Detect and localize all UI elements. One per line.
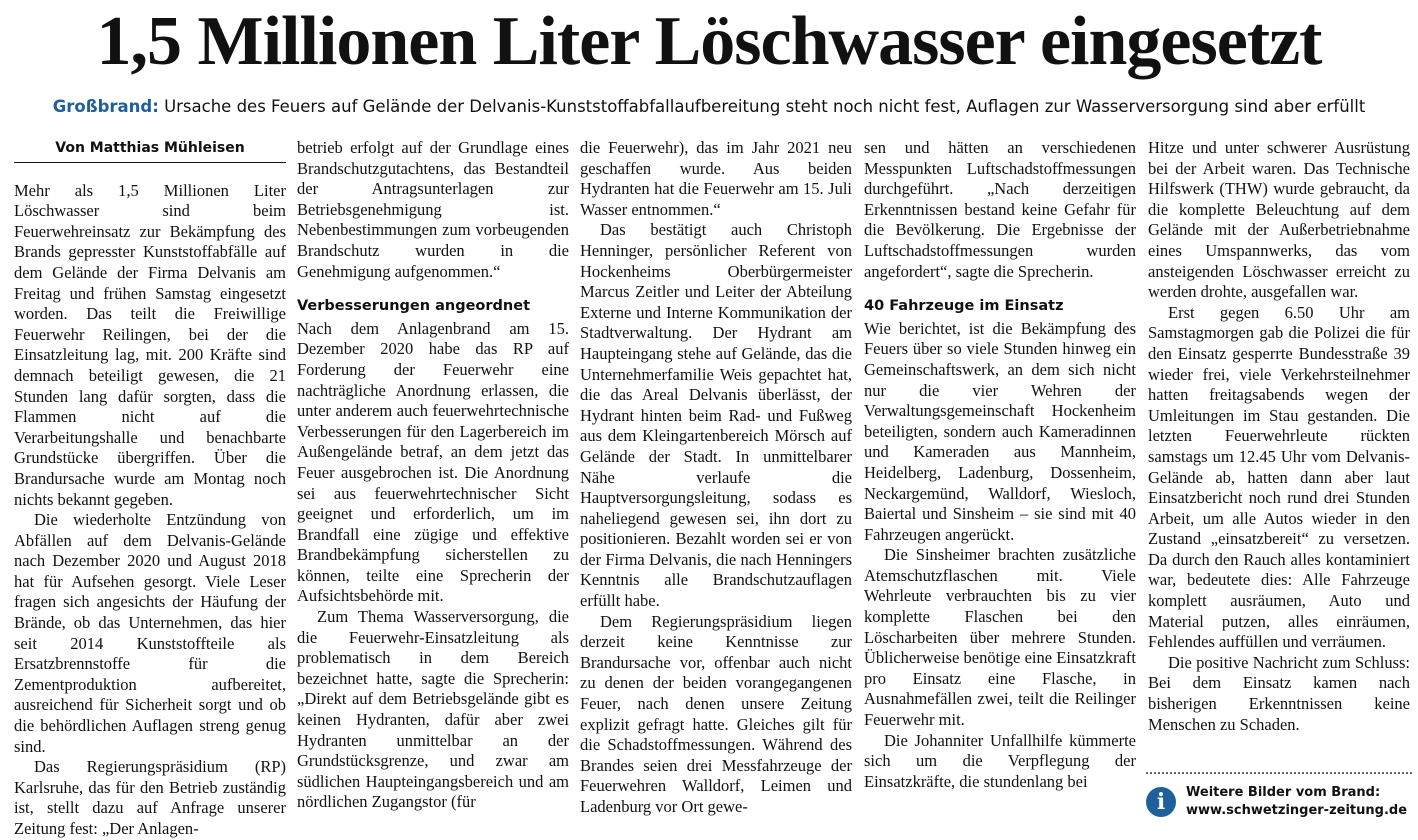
- paragraph: Das bestätigt auch Christoph Henninger, persönlicher Referent von Hockenheims Oberbürgermeister Marcus Zeitler und Leiter der Abteilung Externe und Interne Kommunikation der Stadtverwaltung. Der Hydrant am Haupteingang stehe auf Gelände, das die Unternehmerfamilie Weis gepachtet hat, die das Areal Delvanis überlässt, der Hydrant hinten beim Rad- und Fußweg aus dem Kleingartenbereich Mörsch auf Gelände der Stadt. In unmittelbarer Nähe verlaufe die Hauptversorgungsleitung, sodass es naheliegend gewesen sei, ihn dort zu positionieren. Bezahlt worden sei er von der Firma Delvanis, die nach Henningers Kenntnis alle Brandschutzauflagen erfüllt habe.: [580, 220, 852, 611]
- article-column-5: [1148, 138, 1410, 735]
- info-icon: i: [1146, 787, 1176, 817]
- article-column-4: [864, 138, 1136, 792]
- paragraph: betrieb erfolgt auf der Grundlage eines Brandschutzgutachtens, das Bestandteil der Antragsunterlagen zur Betriebsgenehmigung ist. Nebenbestimmungen zum vorbeugenden Brandschutz wurden in die Genehmigung aufgenommen.“: [297, 138, 569, 281]
- paragraph: Wie berichtet, ist die Bekämpfung des Feuers über so viele Stunden hinweg ein Gemeinschaftswerk, an dem sich nicht nur die vier Wehren der Verwaltungsgemeinschaft Hockenheim beteiligten, sondern auch Kameradinnen und Kameraden aus Mannheim, Heidelberg, Ladenburg, Dossenheim, Neckargemünd, Walldorf, Wiesloch, Baiertal und Sinsheim – sie sind mit 40 Fahrzeugen angerückt.: [864, 318, 1136, 544]
- paragraph: Erst gegen 6.50 Uhr am Samstagmorgen gab die Polizei die für den Einsatz gesperrte Bundesstraße 39 wieder frei, viele Verkehrsteilnehmer hatten freitagsabends wegen der Umleitungen im Stau gestanden. Die letzten Feuerwehrleute rückten samstags um 12.45 Uhr vom Delvanis-Gelände ab, hatten dann aber laut Einsatzbericht noch rund drei Stunden Arbeit, um alle Autos wieder in den Zustand „einsatzbereit“ zu versetzen. Da durch den Rauch alles kontaminiert war, bedeutete dies: Alle Fahrzeuge komplett ausräumen, Auto und Material putzen, alles einräumen, Fehlendes auffüllen und verräumen.: [1148, 302, 1410, 652]
- paragraph: Hitze und unter schwerer Ausrüstung bei der Arbeit waren. Das Technische Hilfswerk (THW) wurde gebraucht, da die komplette Beleuchtung auf dem Gelände mit der Außerbetriebnahme eines Umspannwerks, das vom ansteigenden Löschwasser erreicht zu werden drohte, ausgefallen war.: [1148, 138, 1410, 302]
- paragraph: Die wiederholte Entzündung von Abfällen auf dem Delvanis-Gelände nach Dezember 2020 und August 2018 hat für Aufsehen gesorgt. Viele Leser fragen sich angesichts der Häufung der Brände, ob das Unternehmen, das hier seit 2014 Kunststoffteile als Ersatzbrennstoffe für die Zementproduktion aufbereitet, ausreichend für Sicherheit sorgt und ob die behördlichen Auflagen streng genug sind.: [14, 510, 286, 756]
- paragraph: Die Johanniter Unfallhilfe kümmerte sich um die Verpflegung der Einsatzkräfte, die stundenlang bei: [864, 730, 1136, 791]
- paragraph: Zum Thema Wasserversorgung, die die Feuerwehr-Einsatzleitung als problematisch in dem Bereich bezeichnet hatte, sagte die Sprecherin: „Direkt auf dem Betriebsgelände gibt es keinen Hydranten, dafür aber zwei Hydranten unmittelbar an der Grundstücksgrenze, und zwar am südlichen Haupteingangsbereich und am nördlichen Zugangstor (für: [297, 607, 569, 812]
- info-text: [1186, 784, 1407, 820]
- info-line-1: Weitere Bilder vom Brand:: [1186, 785, 1381, 800]
- subheadline-kicker: Großbrand:: [52, 97, 159, 116]
- info-box: [1146, 772, 1412, 820]
- headline: 1,5 Millionen Liter Löschwasser eingesetzt: [96, 3, 1322, 80]
- paragraph: Die positive Nachricht zum Schluss: Bei dem Einsatz kamen nach bisherigen Erkenntnissen keine Menschen zu Schaden.: [1148, 652, 1410, 734]
- subheadline-text: Ursache des Feuers auf Gelände der Delvanis-Kunststoffabfallaufbereitung steht noch nicht fest, Auflagen zur Wasserversorgung sind aber erfüllt: [158, 97, 1366, 116]
- paragraph: Das Regierungspräsidium (RP) Karlsruhe, das für den Betrieb zuständig ist, stellt dazu auf Anfrage unserer Zeitung fest: „Der Anlagen-: [14, 757, 286, 838]
- subheading-verbesserungen: Verbesserungen angeordnet: [297, 298, 531, 315]
- byline: Von Matthias Mühleisen: [14, 138, 286, 163]
- subheading-fahrzeuge: 40 Fahrzeuge im Einsatz: [864, 298, 1064, 315]
- paragraph: die Feuerwehr), das im Jahr 2021 neu geschaffen wurde. Aus beiden Hydranten hat die Feuerwehr am 15. Juli Wasser entnommen.“: [580, 138, 852, 219]
- article-column-2: [297, 138, 569, 813]
- article-column-1: [14, 138, 286, 840]
- subheadline: [0, 96, 1418, 118]
- paragraph: Die Sinsheimer brachten zusätzliche Atemschutzflaschen mit. Viele Wehrleute verbrauchten bis zu vier komplette Flaschen bei den Löscharbeiten über mehrere Stunden. Üblicherweise benötige eine Einsatzkraft pro Einsatz eine Flasche, in Ausnahmefällen zwei, teilt die Reilinger Feuerwehr mit.: [864, 545, 1136, 730]
- paragraph: sen und hätten an verschiedenen Messpunkten Luftschadstoffmessungen durchgeführt. „Nach derzeitigen Erkenntnissen bestand keine Gefahr für die Bevölkerung. Die Ergebnisse der Luftschadstoffmessungen wurden angefordert“, sagte die Sprecherin.: [864, 138, 1136, 281]
- article-column-3: [580, 138, 852, 818]
- paragraph: Nach dem Anlagenbrand am 15. Dezember 2020 habe das RP auf Forderung der Feuerwehr eine nachträgliche Anordnung erlassen, die unter anderem auch feuerwehrtechnische Verbesserungen für den Lagerbereich im Außengelände betraf, an dem jetzt das Feuer ausgebrochen ist. Die Anordnung sei aus feuerwehrtechnischer Sicht geeignet und erforderlich, um im Brandfall eine zügige und effektive Brandbekämpfung sicherstellen zu können, teilte eine Sprecherin der Aufsichtsbehörde mit.: [297, 318, 569, 606]
- paragraph: Mehr als 1,5 Millionen Liter Löschwasser sind beim Feuerwehreinsatz zur Bekämpfung des Brands gepresster Kunststoffabfälle auf dem Gelände der Firma Delvanis am Freitag und frühen Samstag eingesetzt worden. Das teilt die Freiwillige Feuerwehr Reilingen, bei der die Einsatzleitung lag, mit. 200 Kräfte sind demnach beteiligt gewesen, die 21 Stunden lang dafür sorgten, dass die Flammen nicht auf die Verarbeitungshalle und benachbarte Grundstücke übergriffen. Über die Brandursache wurde am Montag noch nichts bekannt gegeben.: [14, 180, 286, 509]
- paragraph: Dem Regierungspräsidium liegen derzeit keine Kenntnisse zur Brandursache vor, offenbar auch nicht zu denen der beiden vorangegangenen Feuer, nach denen unsere Zeitung explizit gefragt hatte. Gleiches gilt für die Schadstoffmessungen. Während des Brandes seien drei Messfahrzeuge der Feuerwehren Walldorf, Leimen und Ladenburg vor Ort gewe-: [580, 611, 852, 816]
- info-link[interactable]: www.schwetzinger-zeitung.de: [1186, 803, 1408, 818]
